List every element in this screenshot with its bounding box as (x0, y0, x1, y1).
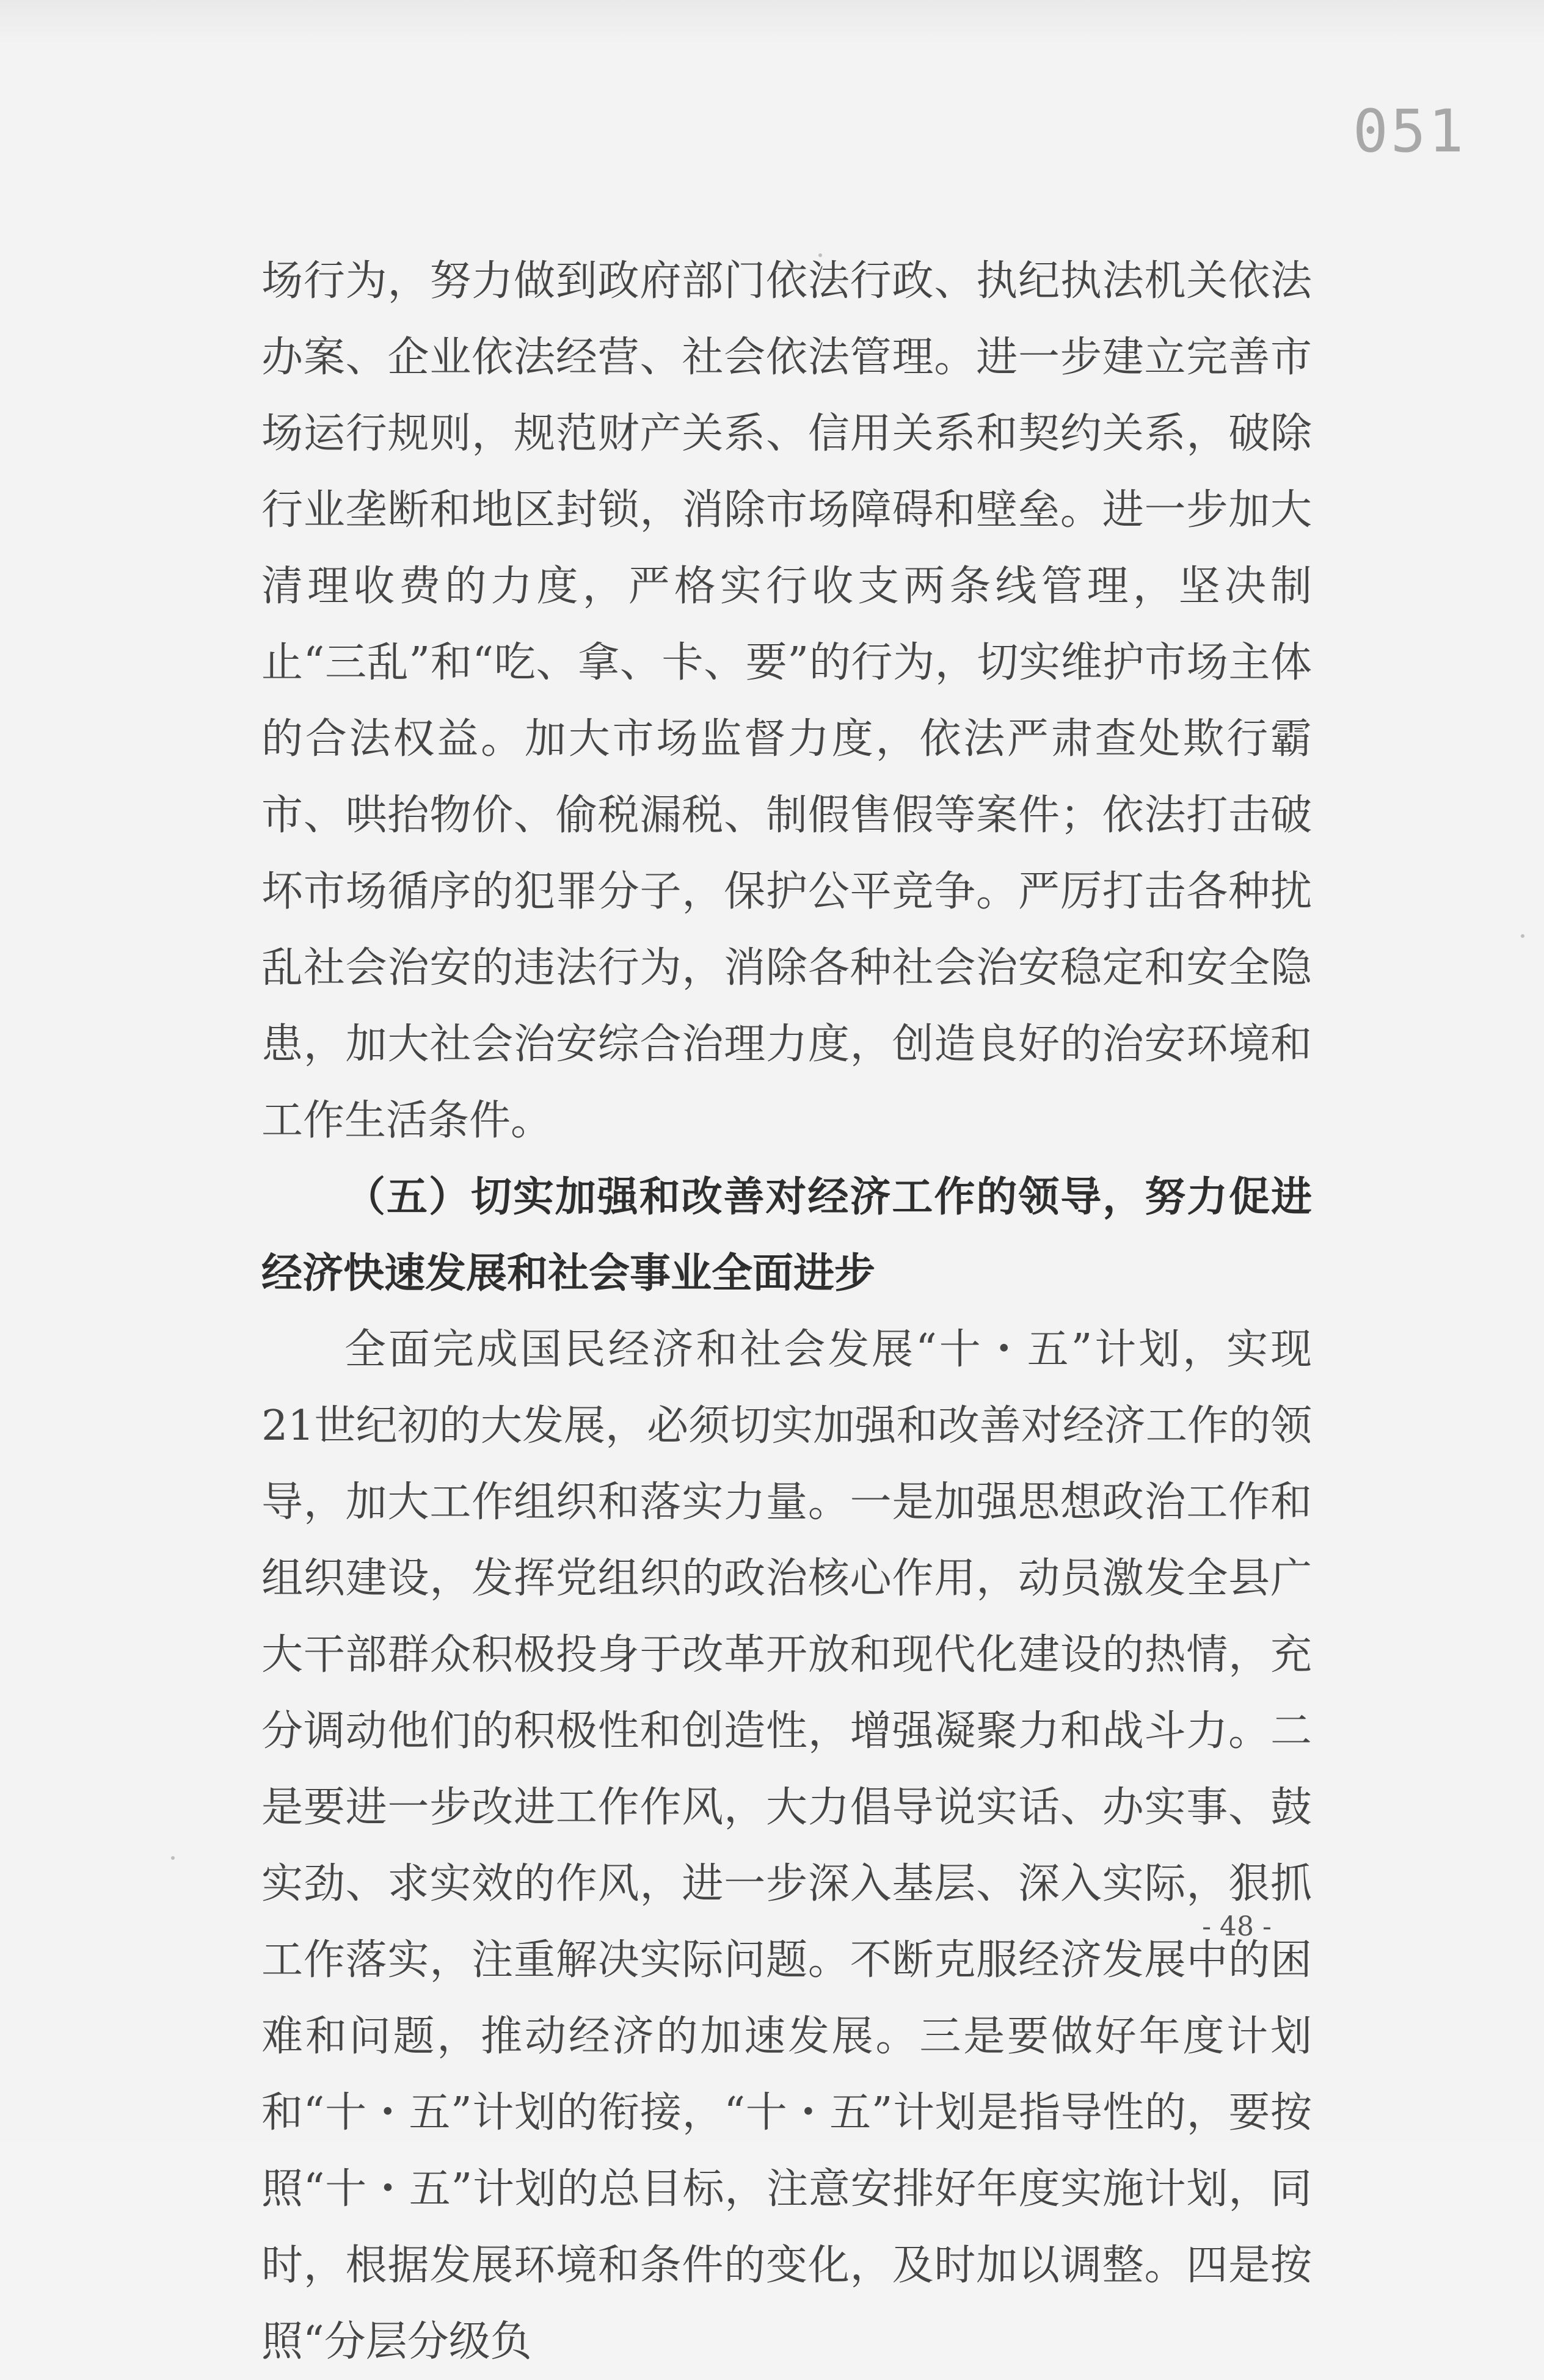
page-number: - 48 - (1202, 1911, 1272, 1942)
section-heading: （五）切实加强和改善对经济工作的领导，努力促进经济快速发展和社会事业全面进步 (261, 1173, 1312, 1297)
body-paragraph-2: 全面完成国民经济和社会发展“十・五”计划，实现21世纪初的大发展，必须切实加强和改善对经济工作的领导，加大工作组织和落实力量。一是加强思想政治工作和组织建设，发挥党组织的政治核心作用，动员激发全县广大干部群众积极投身于改革开放和现代化建设的热情，充分调动他们的积极性和创造性，增强凝聚力和战斗力。二是要进一步改进工作作风，大力倡导说实话、办实事、鼓实劲、求实效的作风，进一步深入基层、深入实际，狠抓工作落实，注重解决实际问题。不断克服经济发展中的困难和问题，推动经济的加速发展。三是要做好年度计划和“十・五”计划的衔接，“十・五”计划是指导性的，要按照“十・五”计划的总目标，注意安排好年度实施计划，同时，根据发展环境和条件的变化，及时加以调整。四是按照“分层分级负 (261, 1326, 1312, 2366)
scan-speck (171, 1856, 175, 1860)
scan-speck (1521, 934, 1524, 938)
scan-speck (818, 253, 822, 257)
document-body (261, 243, 1312, 2380)
scan-top-shadow (0, 0, 1544, 43)
body-paragraph-1: 场行为，努力做到政府部门依法行政、执纪执法机关依法办案、企业依法经营、社会依法管理。进一步建立完善市场运行规则，规范财产关系、信用关系和契约关系，破除行业垄断和地区封锁，消除市场障碍和壁垒。进一步加大清理收费的力度，严格实行收支两条线管理，坚决制止“三乱”和“吃、拿、卡、要”的行为，切实维护市场主体的合法权益。加大市场监督力度，依法严肃查处欺行霸市、哄抬物价、偷税漏税、制假售假等案件；依法打击破坏市场循序的犯罪分子，保护公平竞争。严厉打击各种扰乱社会治安的违法行为，消除各种社会治安稳定和安全隐患，加大社会治安综合治理力度，创造良好的治安环境和工作生活条件。 (261, 257, 1312, 1145)
archive-stamp-number: 051 (1353, 97, 1466, 165)
